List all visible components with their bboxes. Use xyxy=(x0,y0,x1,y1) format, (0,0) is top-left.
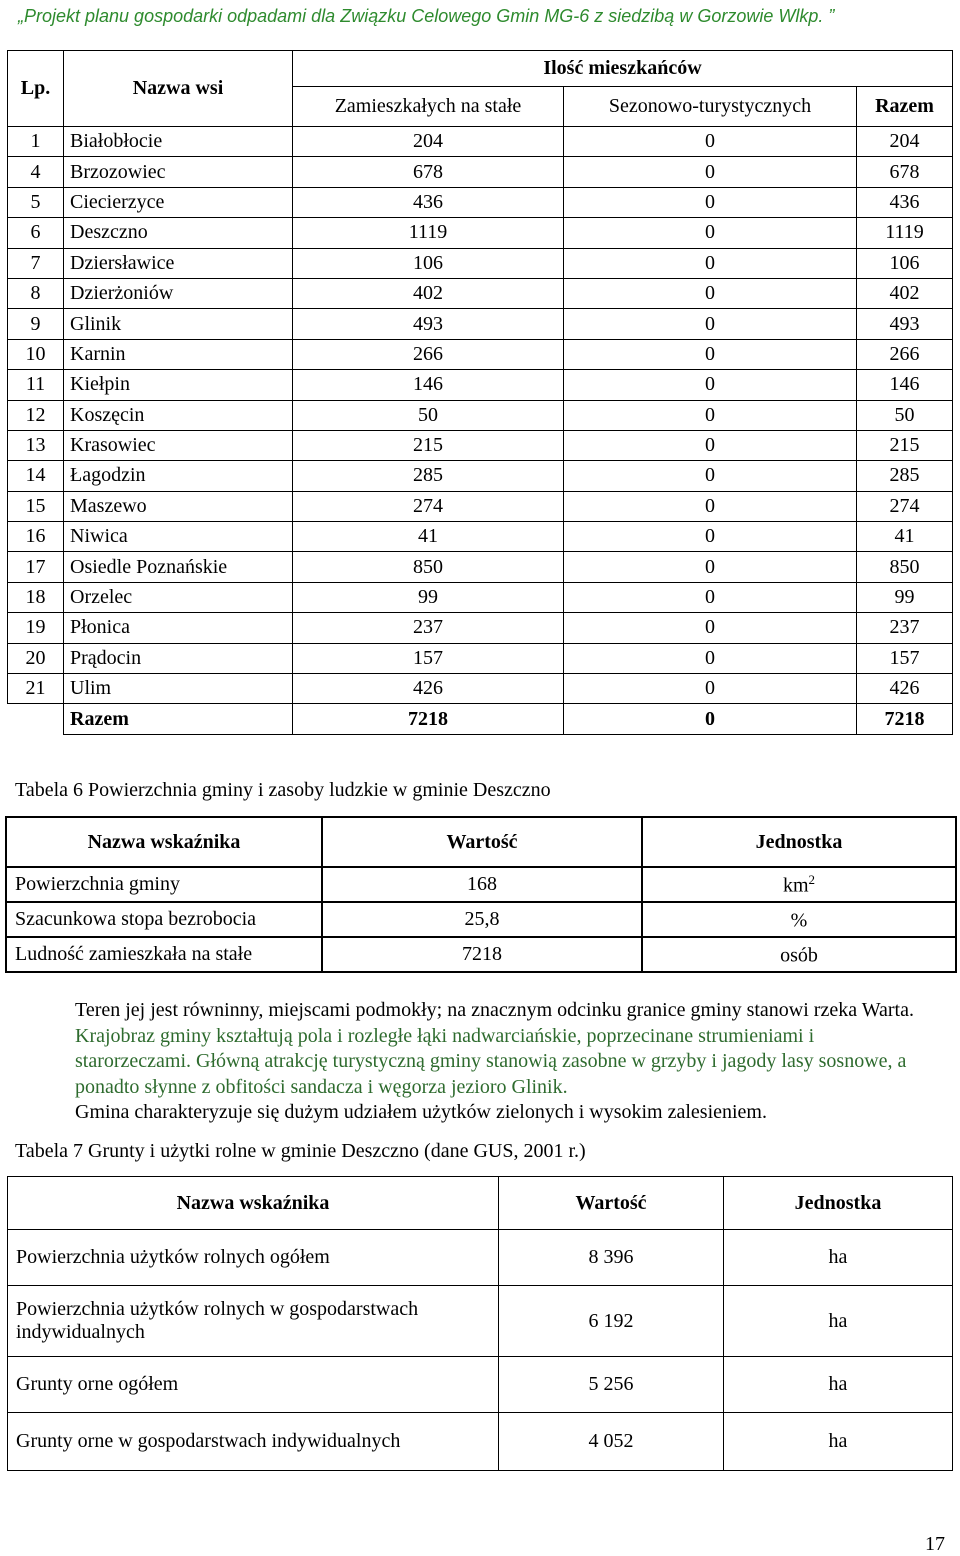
table-row xyxy=(8,1286,953,1357)
row-lp: 16 xyxy=(8,522,64,552)
row-lp: 10 xyxy=(8,339,64,369)
row-permanent: 215 xyxy=(293,430,564,460)
row-permanent: 1119 xyxy=(293,218,564,248)
table-row xyxy=(8,218,953,248)
row-unit xyxy=(642,867,956,902)
row-lp: 14 xyxy=(8,461,64,491)
villages-population-table xyxy=(7,50,953,735)
row-seasonal: 0 xyxy=(564,674,857,704)
row-permanent: 493 xyxy=(293,309,564,339)
table-row xyxy=(8,278,953,308)
row-total: 493 xyxy=(857,309,953,339)
row-permanent: 146 xyxy=(293,370,564,400)
row-indicator: Powierzchnia użytków rolnych w gospodarstwach indywidualnych xyxy=(8,1286,499,1357)
table-row xyxy=(8,491,953,521)
row-value: 5 256 xyxy=(499,1357,724,1413)
row-permanent: 157 xyxy=(293,643,564,673)
table-row xyxy=(8,127,953,157)
empty-cell xyxy=(8,704,64,734)
row-permanent: 850 xyxy=(293,552,564,582)
description-paragraph xyxy=(15,998,915,1126)
row-name: Kiełpin xyxy=(64,370,293,400)
row-seasonal: 0 xyxy=(564,278,857,308)
row-name: Prądocin xyxy=(64,643,293,673)
row-unit: ha xyxy=(724,1286,953,1357)
row-total: 215 xyxy=(857,430,953,460)
row-unit: ha xyxy=(724,1413,953,1471)
table-total-row xyxy=(8,704,953,734)
row-lp: 1 xyxy=(8,127,64,157)
row-name: Karnin xyxy=(64,339,293,369)
row-total: 146 xyxy=(857,370,953,400)
row-unit xyxy=(642,937,956,972)
unit-superscript: 2 xyxy=(808,871,816,887)
row-indicator: Ludność zamieszkała na stałe xyxy=(6,937,322,972)
row-total: 850 xyxy=(857,552,953,582)
row-seasonal: 0 xyxy=(564,491,857,521)
row-total: 41 xyxy=(857,522,953,552)
column-header-total: Razem xyxy=(857,87,953,127)
row-name: Glinik xyxy=(64,309,293,339)
table-row xyxy=(8,613,953,643)
row-seasonal: 0 xyxy=(564,309,857,339)
row-seasonal: 0 xyxy=(564,643,857,673)
row-permanent: 436 xyxy=(293,187,564,217)
row-permanent: 237 xyxy=(293,613,564,643)
row-total: 678 xyxy=(857,157,953,187)
row-permanent: 106 xyxy=(293,248,564,278)
table-row xyxy=(8,187,953,217)
row-name: Maszewo xyxy=(64,491,293,521)
table7-caption: Tabela 7 Grunty i użytki rolne w gminie Deszczno (dane GUS, 2001 r.) xyxy=(15,1140,586,1162)
table-row xyxy=(8,461,953,491)
table-row xyxy=(8,522,953,552)
table-row xyxy=(6,902,956,937)
row-name: Dzierżoniów xyxy=(64,278,293,308)
row-indicator: Powierzchnia gminy xyxy=(6,867,322,902)
total-label: Razem xyxy=(64,704,293,734)
page-number: 17 xyxy=(925,1533,945,1555)
row-unit: ha xyxy=(724,1357,953,1413)
row-total: 106 xyxy=(857,248,953,278)
row-seasonal: 0 xyxy=(564,248,857,278)
row-total: 237 xyxy=(857,613,953,643)
row-name: Łagodzin xyxy=(64,461,293,491)
table-row xyxy=(8,674,953,704)
row-permanent: 41 xyxy=(293,522,564,552)
column-header-lp: Lp. xyxy=(8,51,64,127)
row-lp: 6 xyxy=(8,218,64,248)
row-name: Niwica xyxy=(64,522,293,552)
row-seasonal: 0 xyxy=(564,400,857,430)
row-seasonal: 0 xyxy=(564,157,857,187)
unit-text: osób xyxy=(780,944,818,967)
table-row xyxy=(8,248,953,278)
row-permanent: 285 xyxy=(293,461,564,491)
table6-caption: Tabela 6 Powierzchnia gminy i zasoby ludzkie w gminie Deszczno xyxy=(15,779,551,801)
document-header: „Projekt planu gospodarki odpadami dla Związku Celowego Gmin MG-6 z siedzibą w Gorzowie Wlkp. ” xyxy=(18,6,835,26)
table-row xyxy=(8,1230,953,1286)
row-lp: 20 xyxy=(8,643,64,673)
row-permanent: 402 xyxy=(293,278,564,308)
row-name: Ulim xyxy=(64,674,293,704)
row-seasonal: 0 xyxy=(564,613,857,643)
row-indicator: Szacunkowa stopa bezrobocia xyxy=(6,902,322,937)
column-header-indicator: Nazwa wskaźnika xyxy=(6,817,322,867)
row-permanent: 266 xyxy=(293,339,564,369)
table-row xyxy=(8,1413,953,1471)
row-lp: 11 xyxy=(8,370,64,400)
row-unit: ha xyxy=(724,1230,953,1286)
total-permanent: 7218 xyxy=(293,704,564,734)
row-lp: 4 xyxy=(8,157,64,187)
row-seasonal: 0 xyxy=(564,218,857,248)
row-lp: 8 xyxy=(8,278,64,308)
table-row xyxy=(6,867,956,902)
row-seasonal: 0 xyxy=(564,522,857,552)
row-name: Ciecierzyce xyxy=(64,187,293,217)
row-total: 99 xyxy=(857,582,953,612)
row-name: Krasowiec xyxy=(64,430,293,460)
row-unit xyxy=(642,902,956,937)
total-seasonal: 0 xyxy=(564,704,857,734)
row-lp: 21 xyxy=(8,674,64,704)
row-lp: 15 xyxy=(8,491,64,521)
paragraph-text-2: Gmina charakteryzuje się dużym udziałem użytków zielonych i wysokim zalesieniem. xyxy=(75,1101,767,1123)
row-lp: 19 xyxy=(8,613,64,643)
table-row xyxy=(8,339,953,369)
row-indicator: Grunty orne ogółem xyxy=(8,1357,499,1413)
table-row xyxy=(8,1357,953,1413)
row-total: 157 xyxy=(857,643,953,673)
paragraph-text-a: Teren jej jest równinny, miejscami podmokły; na znacznym odcinku granice gminy stanowi rzeka Warta. xyxy=(75,999,914,1021)
column-header-name: Nazwa wsi xyxy=(64,51,293,127)
row-lp: 13 xyxy=(8,430,64,460)
row-name: Osiedle Poznańskie xyxy=(64,552,293,582)
row-indicator: Powierzchnia użytków rolnych ogółem xyxy=(8,1230,499,1286)
column-header-unit: Jednostka xyxy=(724,1177,953,1230)
row-indicator: Grunty orne w gospodarstwach indywidualnych xyxy=(8,1413,499,1471)
row-name: Brzozowiec xyxy=(64,157,293,187)
column-group-header: Ilość mieszkańców xyxy=(293,51,953,87)
row-permanent: 204 xyxy=(293,127,564,157)
row-value: 7218 xyxy=(322,937,642,972)
row-name: Płonica xyxy=(64,613,293,643)
row-seasonal: 0 xyxy=(564,187,857,217)
row-name: Koszęcin xyxy=(64,400,293,430)
table-row xyxy=(8,430,953,460)
table-row xyxy=(6,937,956,972)
paragraph-text-b: Krajobraz gminy kształtują pola i rozległe łąki nadwarciańskie, poprzecinane strumieniami i starorzeczami. Główną atrakcję turystyczną gminy stanowią zasobne w grzyby i jagody lasy sosnowe, a ponadto słynne z obfitości sandacza i węgorza jezioro Glinik. xyxy=(75,1024,907,1098)
row-value: 25,8 xyxy=(322,902,642,937)
row-total: 1119 xyxy=(857,218,953,248)
row-lp: 5 xyxy=(8,187,64,217)
row-permanent: 426 xyxy=(293,674,564,704)
row-lp: 7 xyxy=(8,248,64,278)
total-sum: 7218 xyxy=(857,704,953,734)
land-use-table xyxy=(7,1176,953,1471)
row-lp: 9 xyxy=(8,309,64,339)
row-permanent: 50 xyxy=(293,400,564,430)
column-header-value: Wartość xyxy=(499,1177,724,1230)
row-name: Białobłocie xyxy=(64,127,293,157)
unit-text: km xyxy=(782,874,809,897)
row-seasonal: 0 xyxy=(564,461,857,491)
area-resources-table xyxy=(5,816,957,973)
row-seasonal: 0 xyxy=(564,582,857,612)
row-name: Orzelec xyxy=(64,582,293,612)
table-row xyxy=(8,309,953,339)
column-header-value: Wartość xyxy=(322,817,642,867)
row-permanent: 99 xyxy=(293,582,564,612)
column-header-indicator: Nazwa wskaźnika xyxy=(8,1177,499,1230)
row-seasonal: 0 xyxy=(564,552,857,582)
table-row xyxy=(8,370,953,400)
unit-text: % xyxy=(790,909,808,932)
row-total: 426 xyxy=(857,674,953,704)
row-total: 274 xyxy=(857,491,953,521)
row-seasonal: 0 xyxy=(564,370,857,400)
row-total: 266 xyxy=(857,339,953,369)
row-permanent: 274 xyxy=(293,491,564,521)
row-name: Dziersławice xyxy=(64,248,293,278)
row-lp: 18 xyxy=(8,582,64,612)
table-row xyxy=(8,400,953,430)
table-row xyxy=(8,582,953,612)
row-total: 402 xyxy=(857,278,953,308)
table-row xyxy=(8,643,953,673)
row-total: 285 xyxy=(857,461,953,491)
row-value: 4 052 xyxy=(499,1413,724,1471)
row-lp: 12 xyxy=(8,400,64,430)
row-value: 8 396 xyxy=(499,1230,724,1286)
table-row xyxy=(8,552,953,582)
row-seasonal: 0 xyxy=(564,430,857,460)
column-header-seasonal: Sezonowo-turystycznych xyxy=(564,87,857,127)
row-total: 204 xyxy=(857,127,953,157)
row-value: 168 xyxy=(322,867,642,902)
column-header-unit: Jednostka xyxy=(642,817,956,867)
row-name: Deszczno xyxy=(64,218,293,248)
row-lp: 17 xyxy=(8,552,64,582)
row-value: 6 192 xyxy=(499,1286,724,1357)
row-total: 50 xyxy=(857,400,953,430)
row-permanent: 678 xyxy=(293,157,564,187)
column-header-permanent: Zamieszkałych na stałe xyxy=(293,87,564,127)
row-total: 436 xyxy=(857,187,953,217)
table-row xyxy=(8,157,953,187)
row-seasonal: 0 xyxy=(564,127,857,157)
row-seasonal: 0 xyxy=(564,339,857,369)
